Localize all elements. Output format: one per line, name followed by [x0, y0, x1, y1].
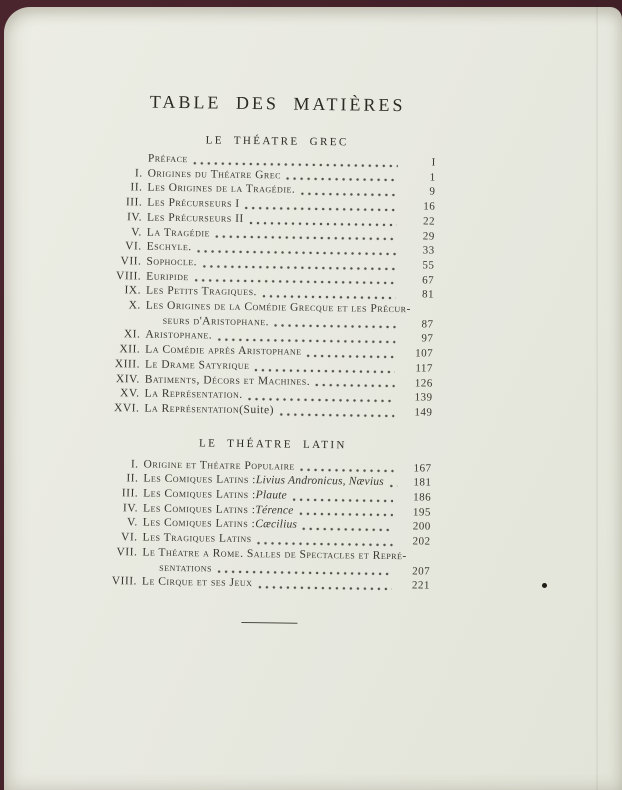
- section-heading-latin: LE THÉATRE LATIN: [198, 436, 347, 452]
- entry-page-number: 22: [422, 215, 436, 228]
- entry-numeral: I.: [130, 458, 139, 471]
- entry-page-number: 126: [414, 376, 433, 390]
- entry-page-number: 87: [421, 318, 434, 331]
- dot-leader: [257, 585, 392, 591]
- entry-page-number: I: [431, 156, 436, 169]
- entry-page-number: 200: [412, 520, 431, 534]
- entry-label: Sophocle.: [146, 255, 400, 273]
- dot-leader: [298, 512, 393, 517]
- entry-label: La Tragédie: [147, 225, 401, 243]
- entry-numeral: VII.: [120, 255, 142, 268]
- entry-page-number: 81: [421, 288, 435, 301]
- entry-numeral: I.: [134, 167, 143, 180]
- dot-leader: [302, 527, 393, 532]
- end-rule: [241, 622, 297, 624]
- entry-numeral: II.: [126, 472, 139, 485]
- entry-label: Les Petits Tragiques.: [146, 284, 400, 302]
- entry-numeral: V.: [131, 225, 142, 239]
- entry-numeral: [58, 322, 146, 323]
- entry-numeral: IV.: [122, 502, 139, 515]
- entry-label: La Comédie après Aristophane: [145, 343, 399, 361]
- entry-page-number: 33: [422, 244, 435, 257]
- dot-leader: [245, 206, 398, 212]
- dot-leader: [286, 177, 398, 183]
- dot-leader: [307, 354, 396, 359]
- entry-numeral: VI.: [120, 531, 138, 544]
- dot-leader: [300, 468, 394, 473]
- page-title: TABLE DES MATIÈRES: [149, 91, 406, 116]
- entry-label: Le Théatre a Rome. Salles de Spectacles et Repré-: [142, 546, 407, 563]
- entry-numeral: VI.: [125, 240, 142, 253]
- entry-page-number: 139: [414, 391, 433, 404]
- toc-list-greek: [56, 150, 436, 420]
- entry-page-number: 67: [422, 274, 435, 287]
- dot-leader: [254, 368, 395, 374]
- entry-label: Les Tragiques Latins: [142, 531, 396, 549]
- dot-leader: [262, 294, 396, 300]
- dot-leader: [274, 324, 396, 330]
- entry-page-number: 195: [412, 506, 432, 519]
- entry-page-number: 16: [423, 200, 436, 213]
- entry-numeral: II.: [130, 181, 143, 194]
- entry-page-number: 167: [413, 461, 432, 475]
- entry-label: Eschyle.: [147, 240, 401, 258]
- entry-page-number: 221: [411, 579, 431, 592]
- entry-label-continued: seurs d'Aristophane.: [146, 313, 400, 331]
- page-edge: [595, 7, 598, 790]
- dot-leader: [389, 484, 397, 488]
- entry-numeral: XIII.: [114, 357, 141, 371]
- entry-label: La Représentation (Suite): [144, 402, 398, 420]
- entry-label: Le Drame Satyrique: [145, 357, 399, 375]
- entry-numeral: [54, 569, 142, 570]
- entry-numeral: VII.: [116, 546, 138, 559]
- entry-label-italic: Livius Andronicus, Nævius: [255, 474, 384, 489]
- dot-leader: [249, 221, 397, 227]
- dot-leader: [300, 192, 397, 197]
- entry-label: Les Comiques Latins : Cæcilius: [143, 516, 397, 534]
- entry-numeral: XIV.: [115, 372, 140, 386]
- dot-leader: [315, 383, 395, 388]
- entry-numeral: XII.: [119, 343, 141, 356]
- entry-label: Les Origines de la Comédie Grecque et les Précur-: [145, 299, 411, 316]
- entry-numeral: V.: [126, 516, 138, 529]
- entry-numeral: XV.: [119, 387, 140, 400]
- entry-label: Origines du Théatre Grec: [148, 166, 402, 184]
- entry-page-number: 186: [413, 491, 432, 504]
- entry-label: Les Comiques Latins : Plaute: [143, 487, 397, 505]
- entry-label-italic: Cæcilius: [255, 518, 298, 532]
- ink-dot: [542, 583, 547, 588]
- entry-numeral: IV.: [126, 211, 143, 224]
- entry-label-italic: Plaute: [255, 489, 287, 502]
- dot-leader: [248, 397, 395, 403]
- entry-page-number: 117: [415, 362, 434, 375]
- entry-label: Le Cirque et ses Jeux: [142, 575, 396, 593]
- entry-label-continued: sentations: [142, 560, 396, 578]
- entry-label: Origine et Théatre Populaire: [143, 457, 397, 475]
- entry-label-plain: (Suite): [239, 403, 275, 417]
- table-of-contents: [53, 4, 438, 625]
- entry-label-italic: Térence: [255, 503, 294, 517]
- entry-label: Les Précurseurs II: [147, 210, 401, 228]
- entry-numeral: XVI.: [113, 402, 140, 415]
- entry-page-number: 202: [412, 535, 431, 548]
- dot-leader: [292, 497, 393, 502]
- entry-label: Les Comiques Latins : Livius Andronicus, Nævius: [143, 472, 397, 490]
- entry-label: Euripide: [146, 269, 400, 287]
- entry-numeral: XI.: [123, 328, 141, 341]
- entry-numeral: X.: [128, 299, 141, 312]
- dot-leader: [257, 541, 393, 547]
- entry-page-number: 55: [422, 259, 435, 272]
- entry-page-number: 181: [413, 476, 432, 489]
- entry-page-number: 1: [429, 171, 436, 184]
- book-page: [4, 7, 622, 790]
- entry-label: Préface: [148, 152, 402, 170]
- entry-label: Aristophane.: [145, 328, 399, 346]
- entry-numeral: III.: [121, 487, 139, 500]
- entry-label: Les Origines de la Tragédie.: [147, 181, 401, 199]
- entry-page-number: 29: [422, 229, 435, 243]
- section-heading-greek: LE THÉATRE GREC: [205, 134, 349, 149]
- entry-label: Batiments, Décors et Machines.: [145, 372, 399, 390]
- section-latin-theatre: [54, 435, 432, 594]
- section-greek-theatre: [56, 132, 436, 420]
- entry-page-number: 9: [429, 185, 436, 199]
- entry-page-number: 149: [414, 406, 433, 419]
- entry-numeral: VIII.: [115, 269, 142, 283]
- entry-label: Les Précurseurs I: [147, 196, 401, 214]
- entry-numeral: VIII.: [111, 575, 138, 588]
- entry-page-number: 97: [421, 332, 434, 346]
- entry-numeral: [60, 160, 148, 161]
- entry-page-number: 107: [415, 347, 434, 360]
- entry-numeral: IX.: [124, 284, 142, 297]
- entry-label: La Représentation.: [144, 387, 398, 405]
- toc-list-latin: [54, 456, 432, 594]
- entry-label: Les Comiques Latins : Térence: [143, 501, 397, 519]
- dot-leader: [279, 412, 394, 418]
- entry-numeral: III.: [125, 196, 143, 209]
- entry-page-number: 207: [412, 564, 431, 578]
